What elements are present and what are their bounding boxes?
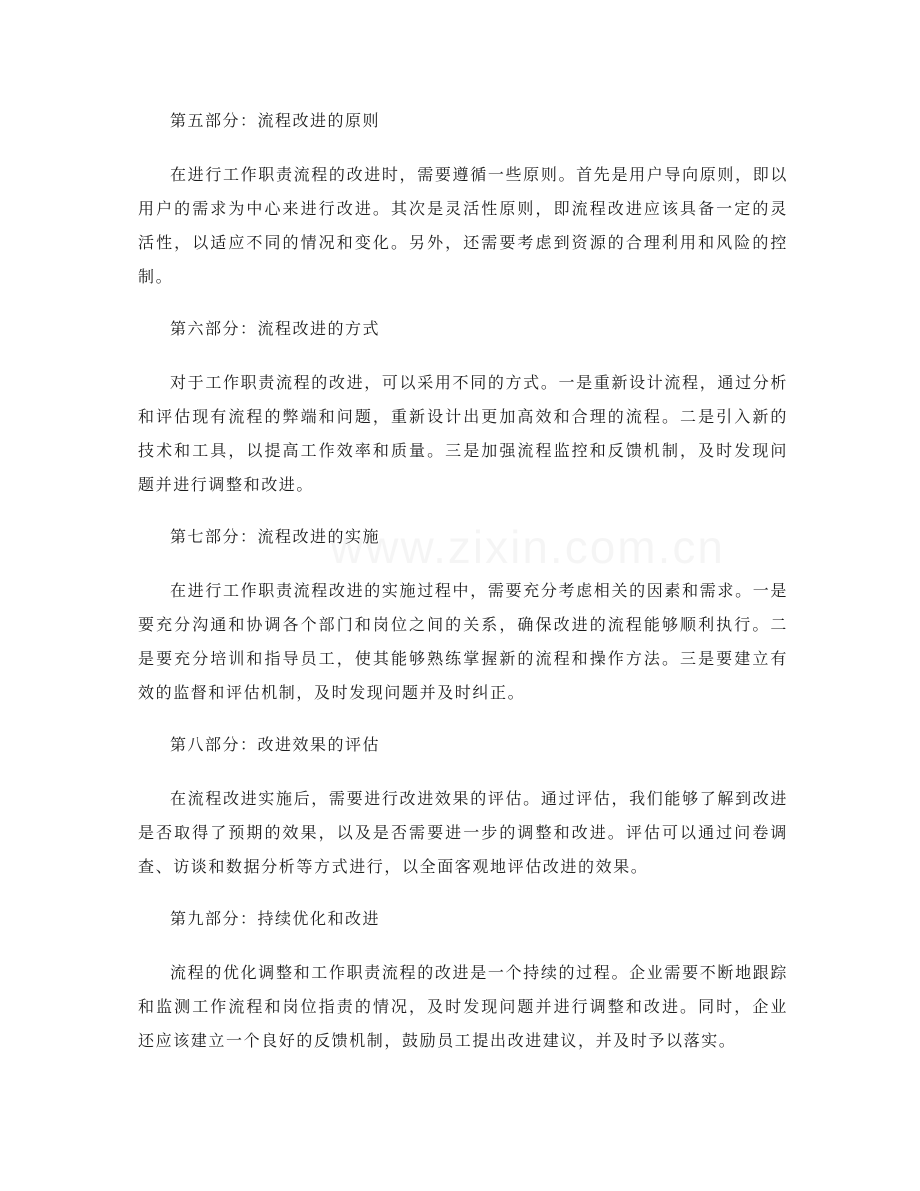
section-heading: 第八部分：改进效果的评估 (170, 735, 381, 754)
section-paragraph: 对于工作职责流程的改进，可以采用不同的方式。一是重新设计流程，通过分析和评估现有流程的弊端和问题，重新设计出更加高效和合理的流程。二是引入新的技术和工具，以提高工作效率和质量。三是加强流程监控和反馈机制，及时发现问题并进行调整和改进。 (138, 373, 788, 494)
document-content (138, 104, 788, 1058)
section-heading: 第五部分：流程改进的原则 (170, 111, 381, 130)
section-paragraph: 流程的优化调整和工作职责流程的改进是一个持续的过程。企业需要不断地跟踪和监测工作流程和岗位指责的情况，及时发现问题并进行调整和改进。同时，企业还应该建立一个良好的反馈机制，鼓励员工提出改进建议，并及时予以落实。 (138, 963, 788, 1050)
section-paragraph: 在流程改进实施后，需要进行改进效果的评估。通过评估，我们能够了解到改进是否取得了预期的效果，以及是否需要进一步的调整和改进。评估可以通过问卷调查、访谈和数据分析等方式进行，以全面客观地评估改进的效果。 (138, 789, 788, 876)
section-paragraph: 在进行工作职责流程改进的实施过程中，需要充分考虑相关的因素和需求。一是要充分沟通和协调各个部门和岗位之间的关系，确保改进的流程能够顺利执行。二是要充分培训和指导员工，使其能够熟练掌握新的流程和操作方法。三是要建立有效的监督和评估机制，及时发现问题并及时纠正。 (138, 581, 788, 702)
section-heading: 第九部分：持续优化和改进 (170, 909, 381, 928)
section-heading: 第六部分：流程改进的方式 (170, 319, 381, 338)
section-paragraph: 在进行工作职责流程的改进时，需要遵循一些原则。首先是用户导向原则，即以用户的需求为中心来进行改进。其次是灵活性原则，即流程改进应该具备一定的灵活性，以适应不同的情况和变化。另外，还需要考虑到资源的合理利用和风险的控制。 (138, 165, 788, 286)
section-heading: 第七部分：流程改进的实施 (170, 527, 381, 546)
